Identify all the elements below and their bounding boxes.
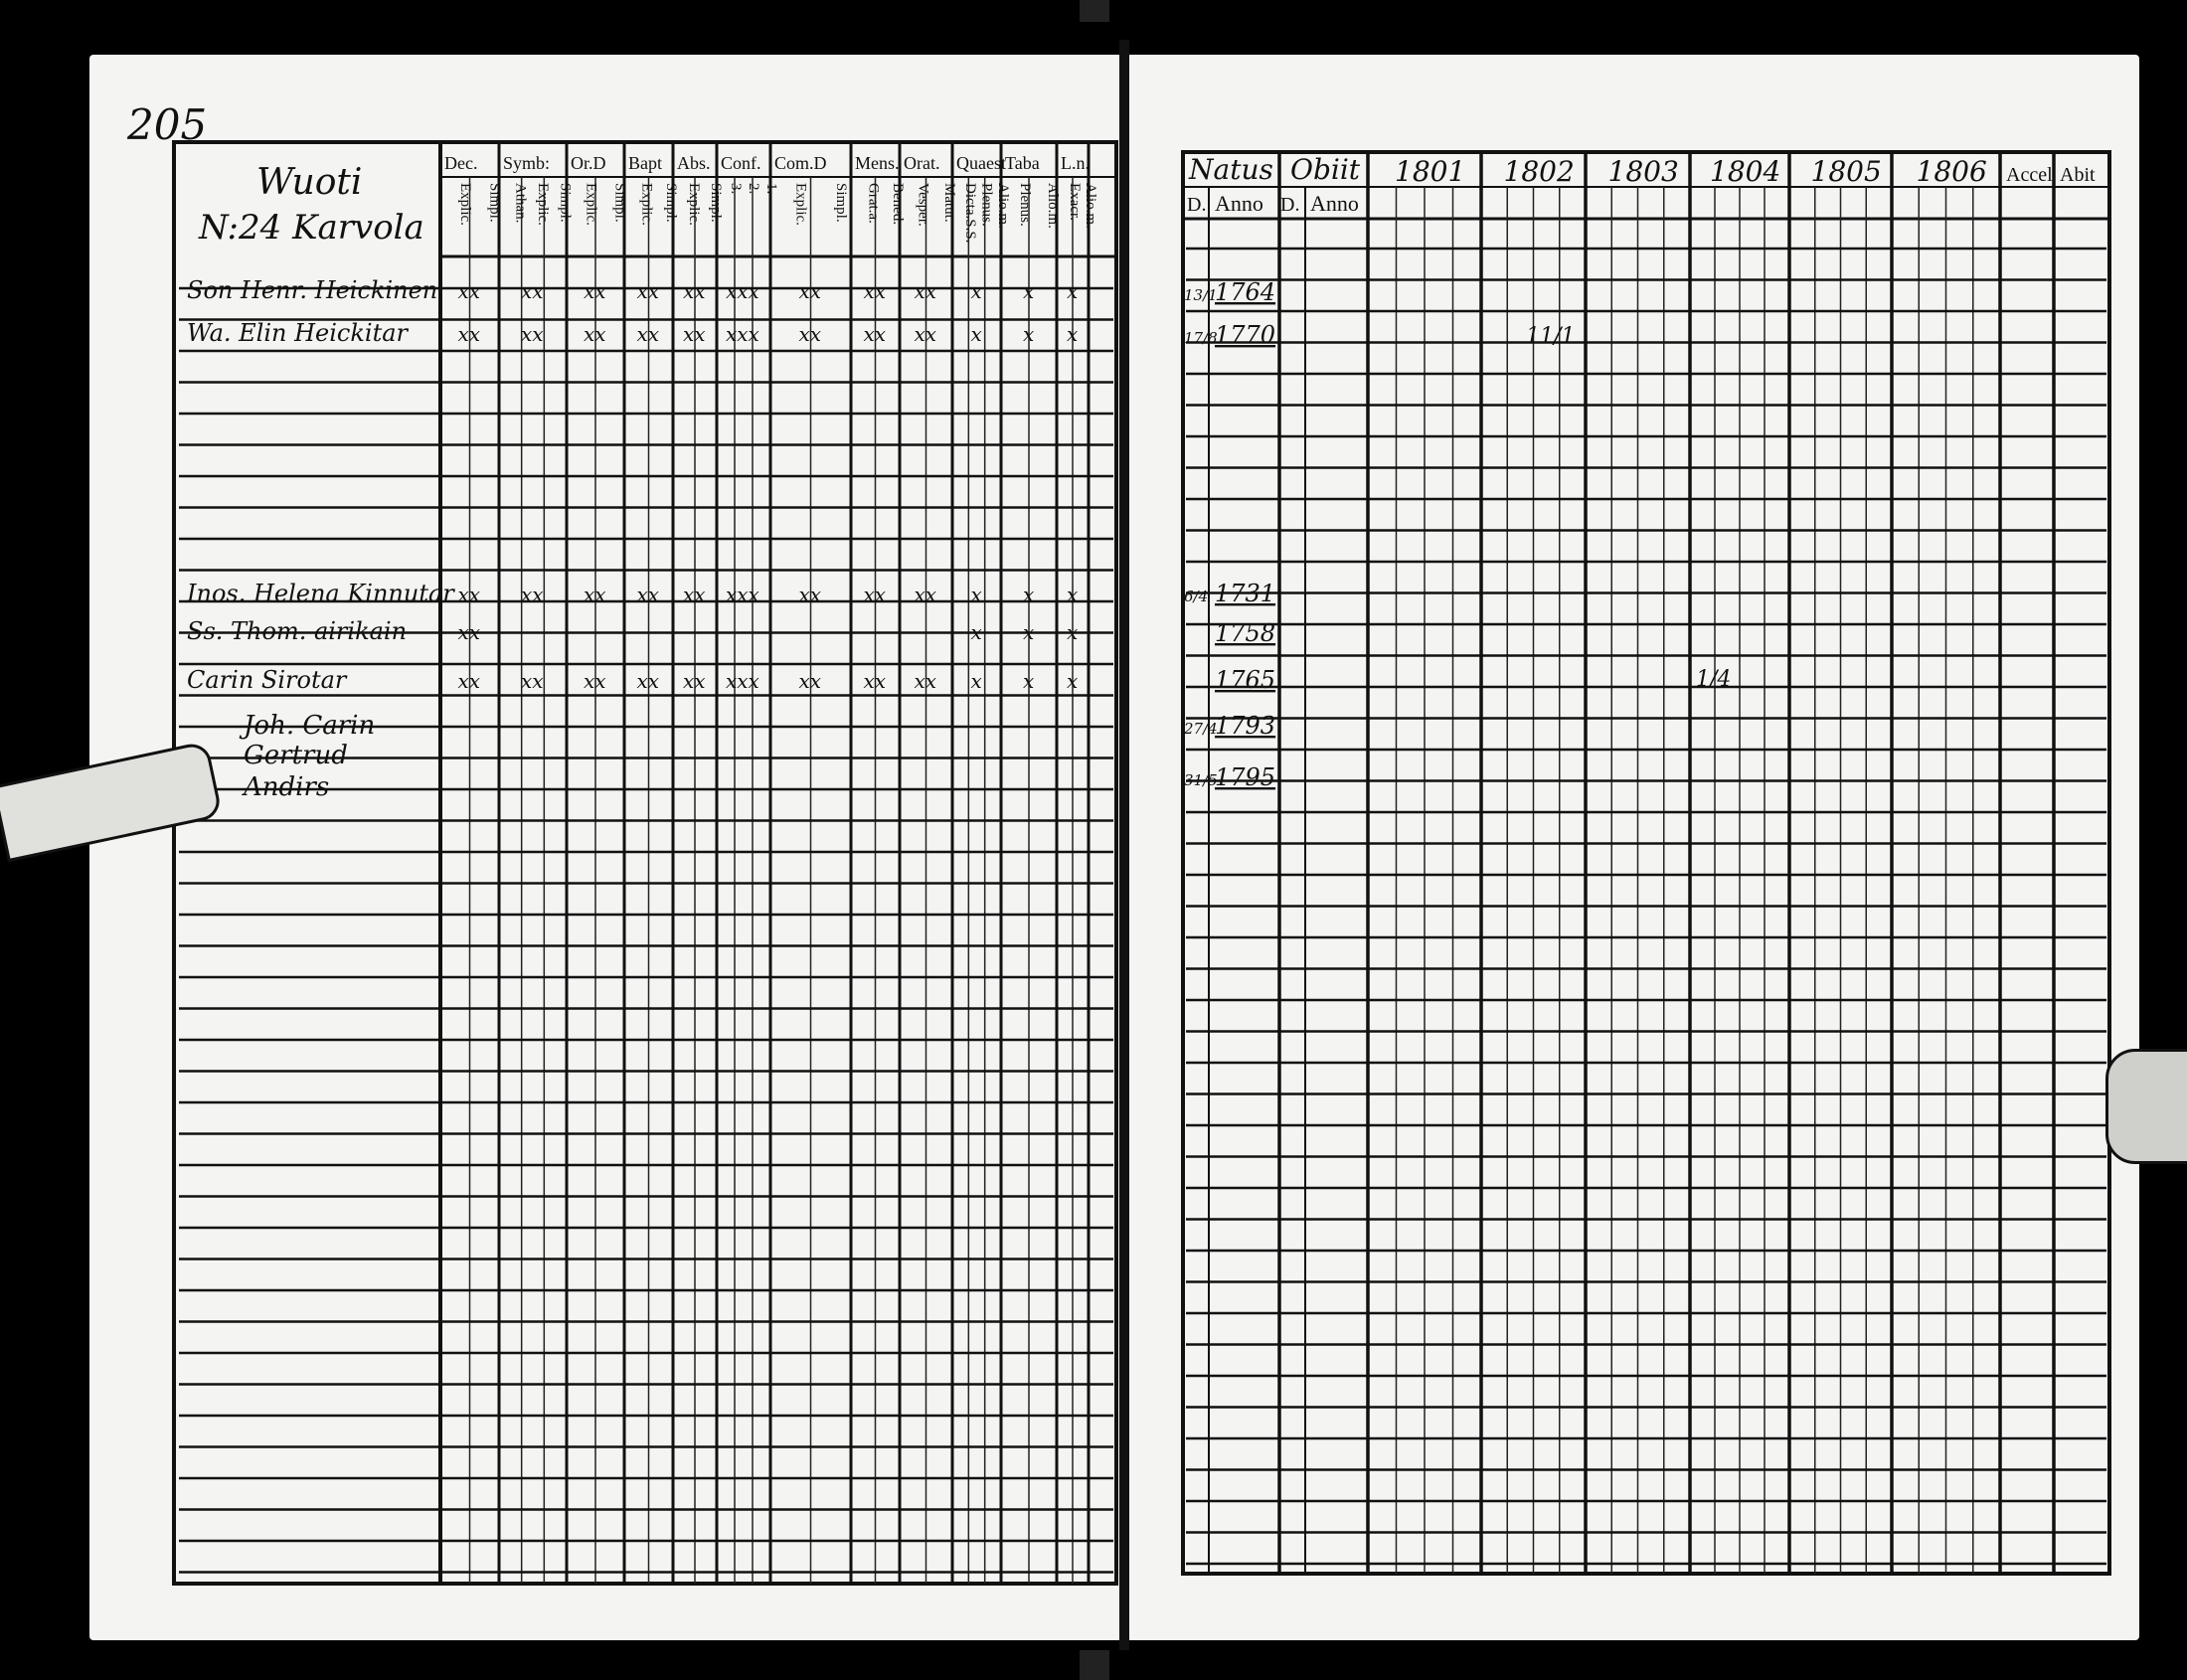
sub-header: Explic.	[792, 183, 809, 226]
sub-header: 3.	[728, 183, 744, 195]
entry-mark: x	[1023, 322, 1035, 346]
farm-name: N:24 Karvola	[199, 208, 424, 248]
sub-header: Simpl.	[662, 183, 679, 223]
birth-year: 1765	[1215, 666, 1276, 694]
entry-mark: xx	[457, 279, 481, 303]
col-header-mens: Mens.	[855, 153, 900, 173]
abit-header: Abit	[2060, 164, 2096, 186]
entry-mark: x	[1067, 583, 1079, 606]
entry-mark: xx	[636, 669, 660, 693]
birth-year: 1793	[1215, 712, 1276, 740]
entry-mark: xx	[683, 279, 706, 303]
right-frame	[1183, 152, 2109, 1574]
left-frame	[174, 142, 1116, 1584]
birth-year: 1731	[1215, 580, 1276, 607]
obiit-anno-header: Anno	[1310, 191, 1359, 216]
sub-header: Grat.a.	[865, 183, 882, 224]
entry-mark: x	[1067, 620, 1079, 644]
sub-header: Explic.	[686, 183, 702, 226]
sub-header: Explic.	[456, 183, 473, 226]
entry-mark: xx	[798, 322, 822, 346]
entry-mark: xx	[521, 583, 544, 606]
col-header-abs: Abs.	[677, 153, 711, 173]
birth-day: 13/1	[1184, 286, 1218, 304]
entry-mark: xx	[521, 322, 544, 346]
year-header: 1806	[1916, 155, 1987, 188]
natus-anno-header: Anno	[1215, 191, 1263, 216]
sub-header: Exacr.	[1067, 183, 1083, 221]
col-header-comd: Com.D	[774, 153, 827, 173]
page-marker-tab-right	[2105, 1049, 2187, 1164]
accel-header: Accel	[2006, 164, 2053, 186]
birth-year: 1758	[1215, 619, 1276, 647]
birth-day: 31/5	[1184, 771, 1218, 789]
note-1804: 1/4	[1696, 667, 1732, 692]
entry-mark: xx	[798, 669, 822, 693]
sub-header: Simpl.	[708, 183, 724, 223]
entry-mark: xx	[584, 669, 606, 693]
sub-header: Alio.m.	[1045, 183, 1061, 229]
entry-mark: x	[1067, 669, 1079, 693]
entry-mark: xx	[636, 322, 660, 346]
entry-mark: xxx	[726, 583, 759, 606]
entry-mark: xx	[863, 322, 887, 346]
entry-mark: xx	[863, 279, 887, 303]
entry-mark: xx	[863, 669, 887, 693]
sub-header: Bened.	[889, 183, 906, 226]
sub-header: Dicta.S.S.	[962, 183, 979, 244]
entry-mark: xx	[683, 669, 706, 693]
left-row-rules	[179, 288, 1113, 1573]
entry-name: Carin Sirotar	[187, 666, 347, 694]
entry-mark: x	[1023, 669, 1035, 693]
natus-header: Natus	[1189, 153, 1273, 186]
entry-mark: xx	[457, 669, 481, 693]
sub-header: Simpl.	[557, 183, 574, 223]
sub-header: 1.	[763, 183, 779, 195]
col-header-bapt: Bapt	[628, 153, 662, 173]
entry-mark: xxx	[726, 322, 759, 346]
col-header-symb: Symb:	[503, 153, 551, 173]
left-column-headers	[444, 153, 1090, 173]
birth-day: 27/4	[1184, 720, 1218, 738]
col-header-ord: Or.D	[571, 153, 606, 173]
year-header: 1802	[1503, 155, 1575, 188]
entry-name: Wa. Elin Heickitar	[187, 319, 408, 347]
sub-header: Athan.	[512, 183, 529, 224]
year-header: 1801	[1395, 155, 1466, 188]
col-header-ln: L.n.	[1061, 153, 1090, 173]
left-column-rules	[470, 142, 1090, 1584]
entry-mark: x	[1023, 279, 1035, 303]
sub-header: Simpl.	[611, 183, 628, 223]
col-header-conf: Conf.	[721, 153, 761, 173]
birth-year: 1795	[1215, 763, 1276, 791]
sub-header: 2.	[746, 183, 761, 195]
entry-mark: xxx	[726, 279, 759, 303]
sub-header: Plenus.	[1017, 183, 1033, 227]
birth-year: 1770	[1215, 321, 1276, 349]
entry-mark: xx	[798, 279, 822, 303]
sub-header: Explic.	[535, 183, 551, 226]
entry-mark: xx	[914, 583, 937, 606]
entry-mark: x	[970, 669, 982, 693]
sub-header: Vesper.	[915, 183, 931, 227]
entry-mark: xx	[636, 583, 660, 606]
entry-mark: xx	[457, 583, 481, 606]
sub-header: Matut.	[940, 183, 957, 223]
entry-mark: x	[970, 620, 982, 644]
entry-mark: xx	[914, 669, 937, 693]
year-header: 1805	[1810, 155, 1882, 188]
entry-name: Andirs	[244, 772, 330, 802]
birth-entries	[1183, 278, 1275, 791]
entry-mark: xx	[584, 583, 606, 606]
col-header-quaest: Quaest	[956, 153, 1006, 173]
col-header-taba: Taba	[1005, 153, 1040, 173]
entry-mark: xx	[798, 583, 822, 606]
entry-name: Son Henr. Heickinen	[187, 276, 438, 304]
entry-mark: xx	[521, 669, 544, 693]
entry-mark: xx	[584, 322, 606, 346]
natus-day-header: D.	[1187, 194, 1207, 216]
entry-mark: x	[1067, 279, 1079, 303]
birth-day: 17/8	[1184, 329, 1218, 347]
sub-header: Explic.	[638, 183, 655, 226]
sub-header: Alio.m.	[1083, 183, 1098, 229]
entry-mark: x	[1023, 620, 1035, 644]
col-header-dec: Dec.	[444, 153, 478, 173]
entry-mark: xx	[584, 279, 606, 303]
sub-header: Explic.	[583, 183, 599, 226]
entry-mark: xx	[636, 279, 660, 303]
sub-header: Alio.m.	[994, 183, 1011, 229]
year-header: 1804	[1710, 155, 1781, 188]
entry-mark: xx	[863, 583, 887, 606]
entry-name: Inos. Helena Kinnutar	[187, 580, 454, 607]
sub-header: Simpl.	[486, 183, 503, 223]
birth-day: 6/4	[1184, 588, 1209, 605]
entry-mark: xx	[914, 322, 937, 346]
village-name: Wuoti	[256, 162, 363, 203]
entry-name: Gertrud	[244, 741, 348, 770]
right-column-rules	[1209, 152, 2054, 1574]
col-header-orat: Orat.	[904, 153, 940, 173]
page-number: 205	[127, 100, 208, 149]
entry-mark: xx	[914, 279, 937, 303]
entry-name: Ss. Thom. airikain	[187, 617, 408, 645]
entry-mark: xx	[683, 322, 706, 346]
birth-year: 1764	[1215, 278, 1276, 306]
entry-mark: xxx	[726, 669, 759, 693]
right-row-rules	[1186, 249, 2106, 1564]
entry-mark: xx	[521, 279, 544, 303]
entry-mark: x	[970, 279, 982, 303]
entry-mark: xx	[457, 620, 481, 644]
entry-mark: x	[970, 322, 982, 346]
entry-name: Joh. Carin	[244, 711, 376, 741]
obiit-day-header: D.	[1280, 194, 1300, 216]
entry-mark: xx	[457, 322, 481, 346]
sub-header: Simpl.	[832, 183, 849, 223]
entry-mark: x	[1067, 322, 1079, 346]
entry-mark: xx	[683, 583, 706, 606]
entry-mark: x	[970, 583, 982, 606]
year-header: 1803	[1607, 155, 1679, 188]
entry-mark: x	[1023, 583, 1035, 606]
sub-header: Plenus.	[978, 183, 995, 227]
note-1802: 11/1	[1526, 324, 1576, 349]
obiit-header: Obiit	[1290, 153, 1361, 186]
